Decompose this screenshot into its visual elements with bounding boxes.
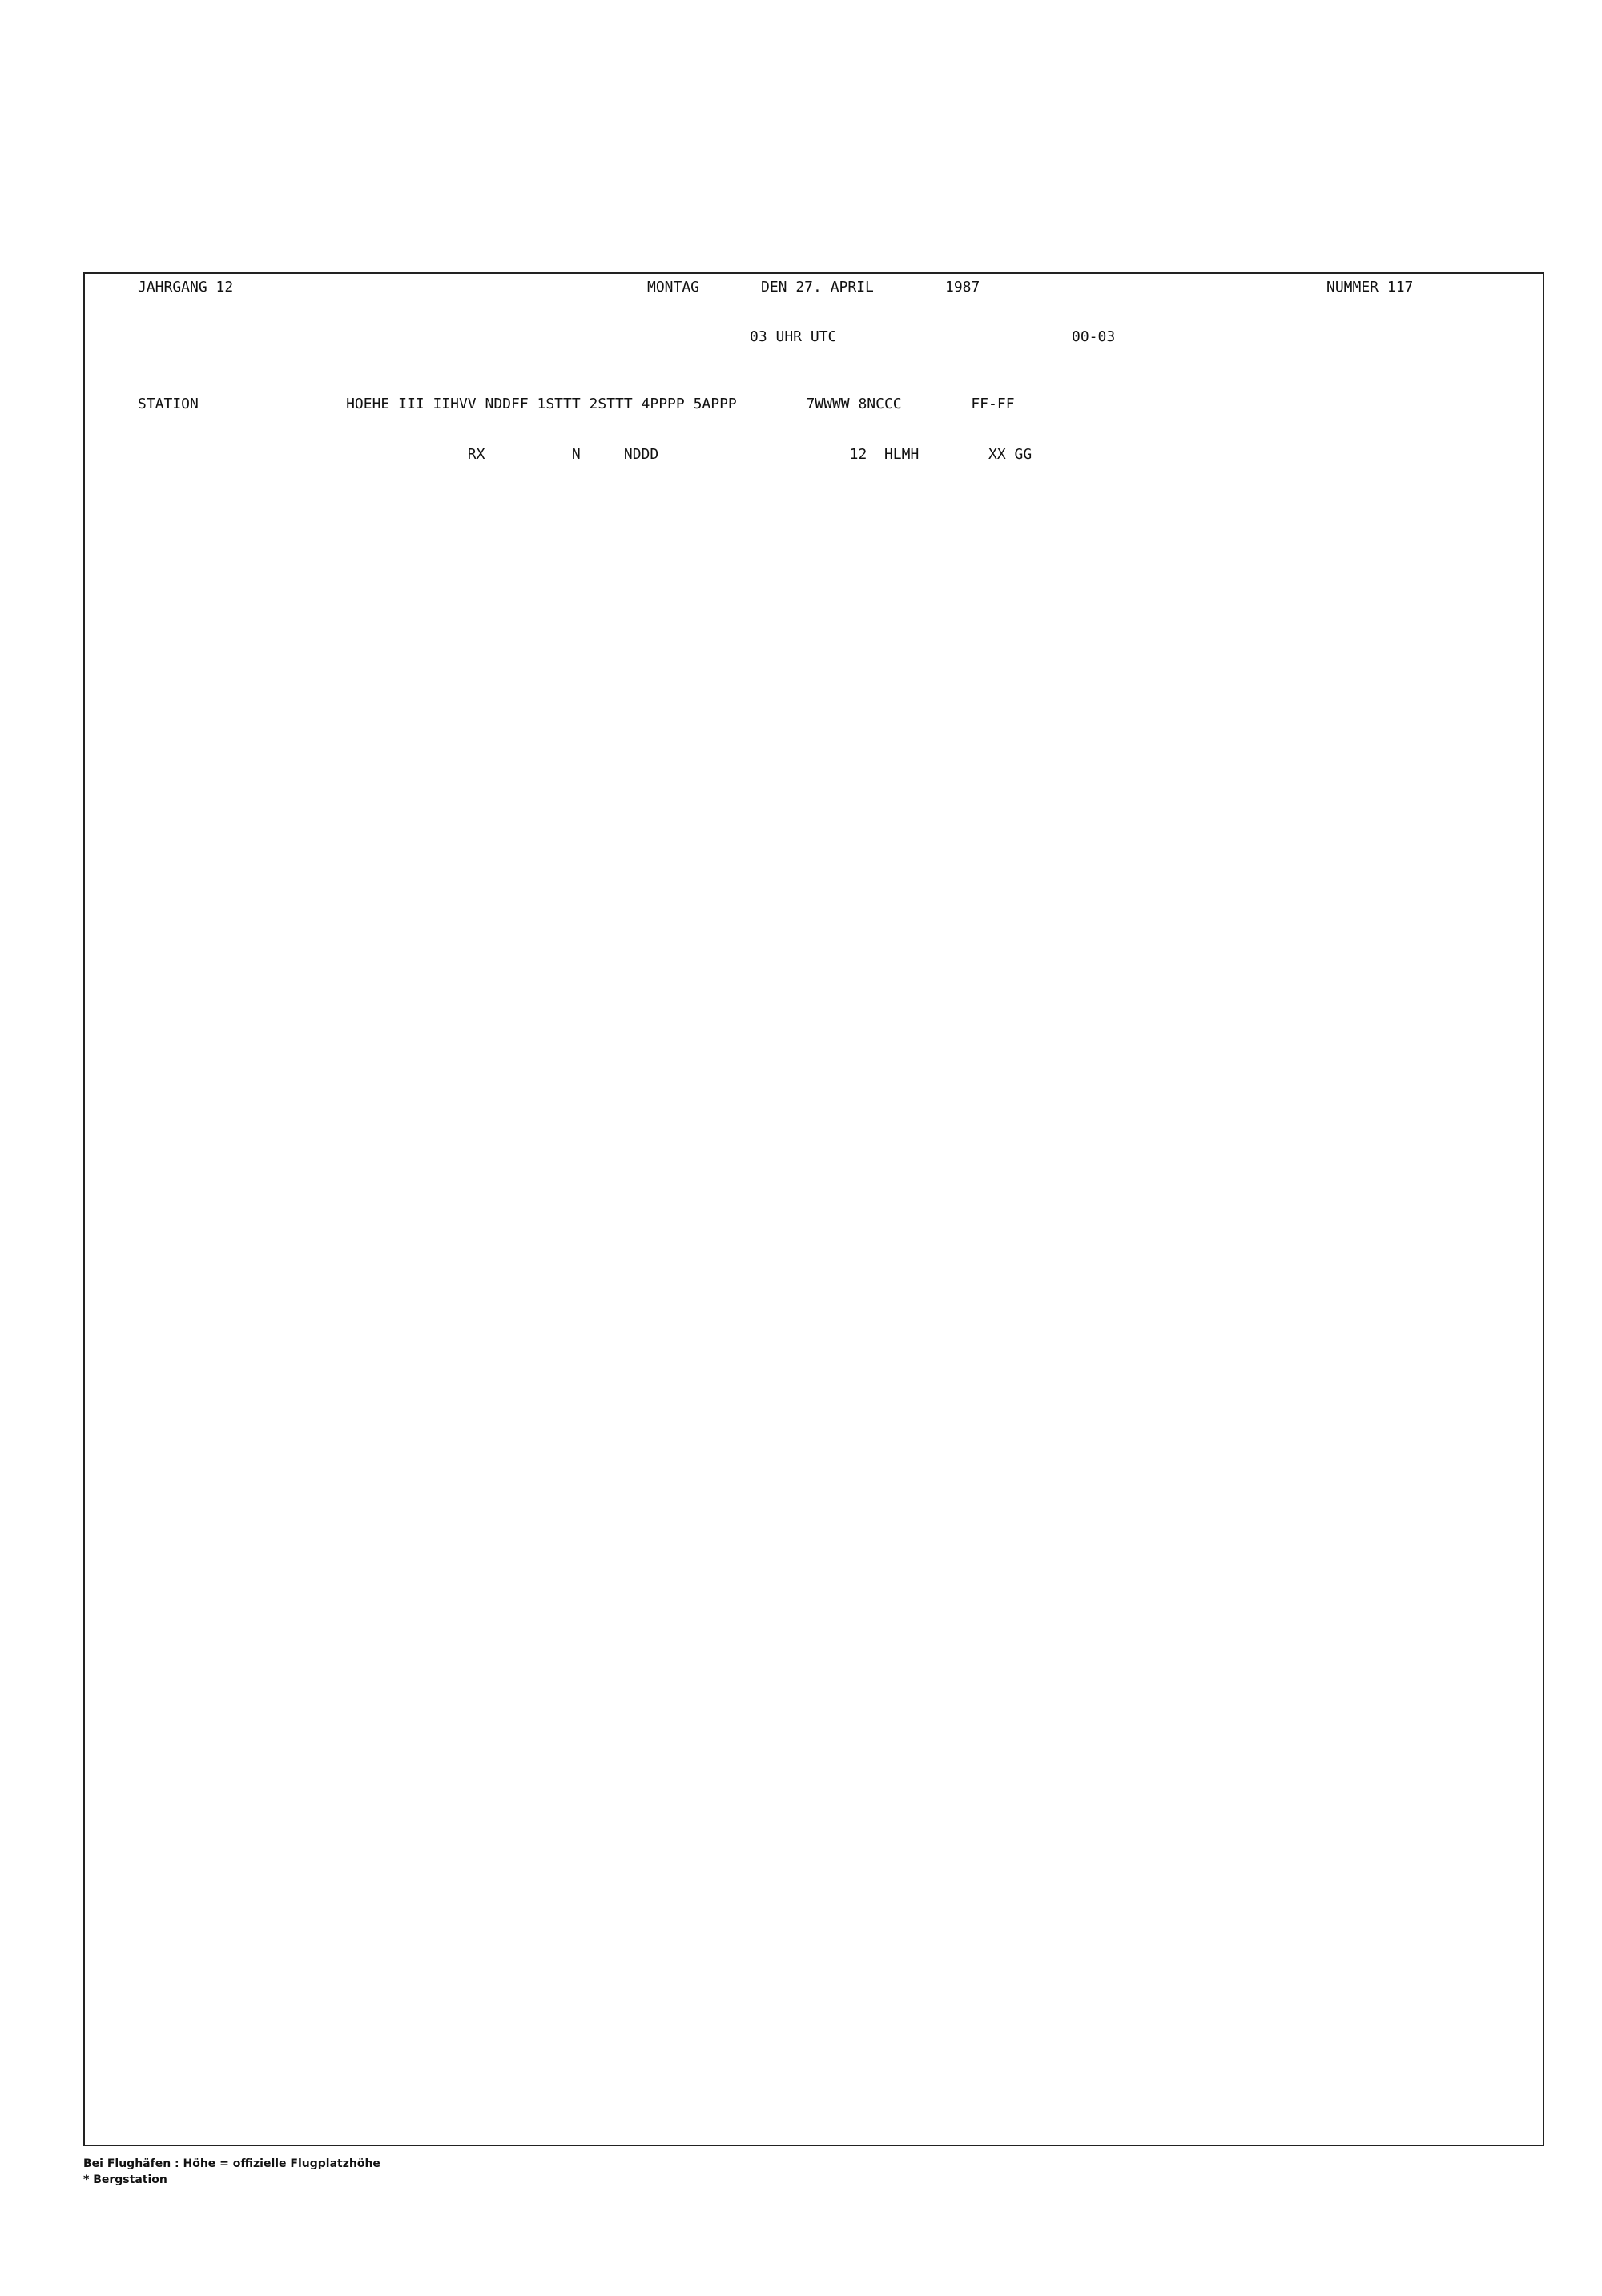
column-headers bbox=[138, 362, 1032, 480]
date: DEN 27. APRIL bbox=[761, 279, 874, 296]
jahrgang: JAHRGANG 12 bbox=[138, 279, 234, 296]
column-header-line-2: RX N NDDD 12 HLMH XX GG bbox=[138, 446, 1032, 463]
page-frame bbox=[83, 272, 1544, 2146]
wind-range: 00-03 bbox=[1072, 328, 1116, 345]
footnote-airports: Bei Flughäfen : Höhe = offizielle Flugplatzhöhe bbox=[83, 2157, 380, 2170]
column-header-line-1: STATION HOEHE III IIHVV NDDFF 1STTT 2STTT 4PPPP 5APPP 7WWWW 8NCCC FF-FF bbox=[138, 396, 1015, 412]
issue-number: NUMMER 117 bbox=[1326, 279, 1414, 296]
footnote-mountain: * Bergstation bbox=[83, 2173, 167, 2186]
weekday: MONTAG bbox=[647, 279, 700, 296]
year: 1987 bbox=[945, 279, 980, 296]
observation-time: 03 UHR UTC bbox=[750, 328, 837, 345]
